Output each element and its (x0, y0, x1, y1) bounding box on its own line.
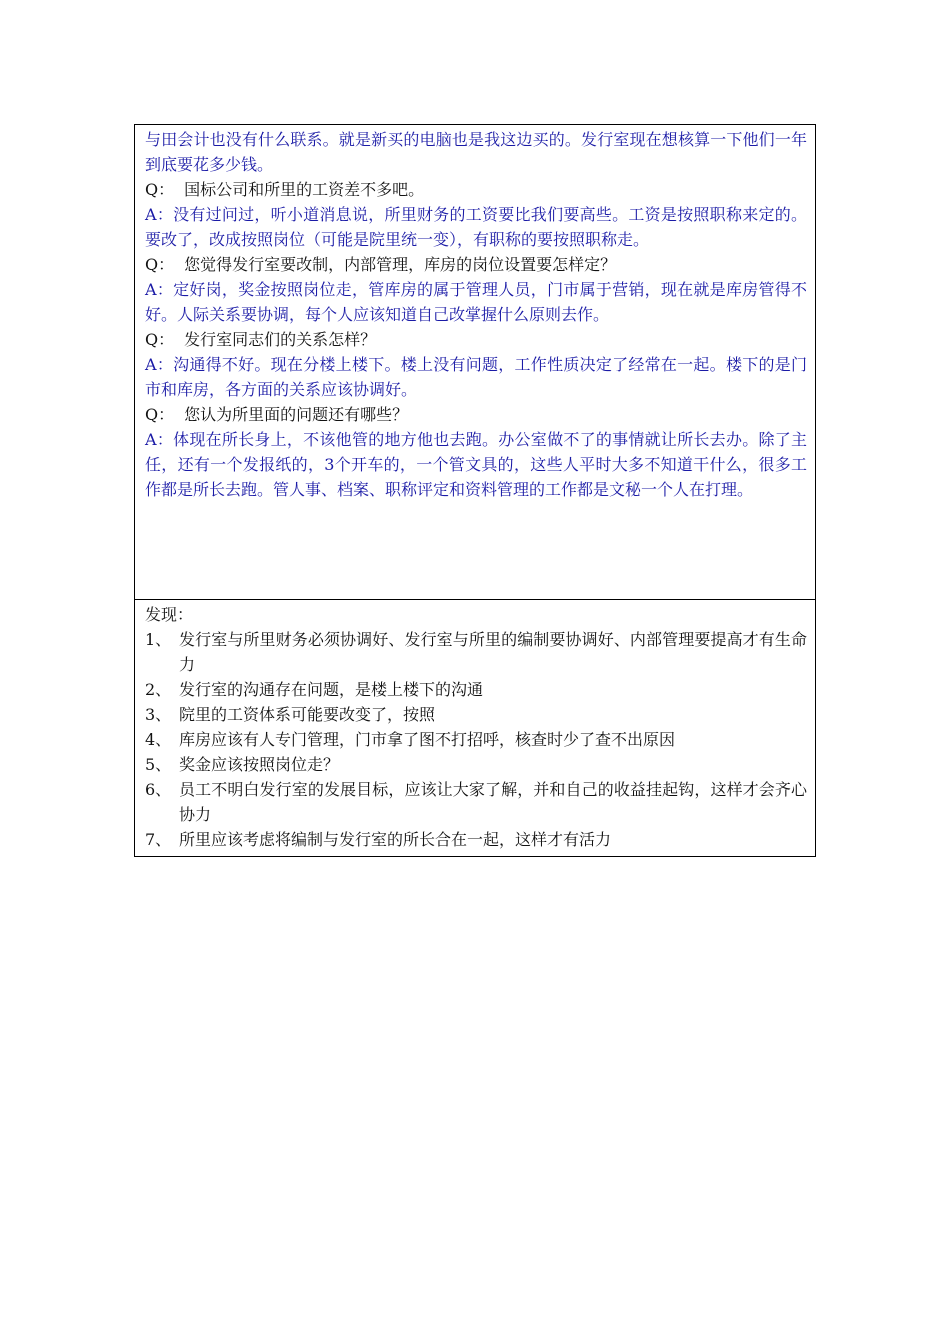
finding-item (145, 677, 807, 702)
finding-item (145, 727, 807, 752)
interview-cell (135, 125, 815, 600)
answer-label: A： (145, 205, 174, 224)
finding-text: 奖金应该按照岗位走？ (179, 755, 340, 774)
question-text: 发行室同志们的关系怎样？ (184, 330, 377, 349)
finding-item (145, 702, 807, 727)
finding-text: 发行室与所里财务必须协调好、发行室与所里的编制要协调好、内部管理要提高才有生命力 (179, 630, 807, 674)
finding-number: 4、 (145, 730, 172, 749)
interview-intro: 与田会计也没有什么联系。就是新买的电脑也是我这边买的。发行室现在想核算一下他们一年到底要花多少钱。 (145, 130, 807, 174)
question-text: 您认为所里面的问题还有哪些？ (184, 405, 409, 424)
question-label: Q： (145, 330, 175, 349)
answer-text: 体现在所长身上，不该他管的地方他也去跑。办公室做不了的事情就让所长去办。除了主任，还有一个发报纸的，3个开车的，一个管文具的，这些人平时大多不知道干什么，很多工作都是所长去跑。管人事、档案、职称评定和资料管理的工作都是文秘一个人在打理。 (145, 430, 807, 499)
finding-number: 2、 (145, 680, 172, 699)
finding-number: 7、 (145, 830, 172, 849)
finding-item (145, 627, 807, 677)
question-3 (145, 327, 807, 352)
question-label: Q： (145, 255, 175, 274)
findings-title: 发现： (145, 605, 194, 624)
question-2 (145, 252, 807, 277)
answer-label: A： (145, 280, 174, 299)
finding-number: 5、 (145, 755, 172, 774)
document-table (134, 124, 816, 857)
answer-2 (145, 277, 807, 327)
question-4 (145, 402, 807, 427)
finding-number: 6、 (145, 780, 172, 799)
answer-text: 定好岗，奖金按照岗位走，管库房的属于管理人员，门市属于营销，现在就是库房管得不好。人际关系要协调，每个人应该知道自己改掌握什么原则去作。 (145, 280, 807, 324)
finding-text: 发行室的沟通存在问题，是楼上楼下的沟通 (179, 680, 484, 699)
finding-text: 库房应该有人专门管理，门市拿了图不打招呼，核查时少了查不出原因 (179, 730, 676, 749)
finding-item (145, 827, 807, 852)
answer-label: A： (145, 355, 174, 374)
answer-3 (145, 352, 807, 402)
answer-label: A： (145, 430, 174, 449)
question-1 (145, 177, 807, 202)
finding-number: 1、 (145, 630, 172, 649)
question-label: Q： (145, 405, 175, 424)
question-text: 国标公司和所里的工资差不多吧。 (184, 180, 425, 199)
finding-text: 所里应该考虑将编制与发行室的所长合在一起，这样才有活力 (179, 830, 612, 849)
finding-text: 员工不明白发行室的发展目标，应该让大家了解，并和自己的收益挂起钩，这样才会齐心协力 (179, 780, 807, 824)
finding-text: 院里的工资体系可能要改变了，按照 (179, 705, 436, 724)
finding-item (145, 777, 807, 827)
answer-text: 没有过问过，听小道消息说，所里财务的工资要比我们要高些。工资是按照职称来定的。要改了，改成按照岗位（可能是院里统一变），有职称的要按照职称走。 (145, 205, 807, 249)
answer-4 (145, 427, 807, 502)
finding-item (145, 752, 807, 777)
answer-1 (145, 202, 807, 252)
findings-cell (135, 600, 815, 856)
answer-text: 沟通得不好。现在分楼上楼下。楼上没有问题，工作性质决定了经常在一起。楼下的是门市和库房，各方面的关系应该协调好。 (145, 355, 807, 399)
question-text: 您觉得发行室要改制，内部管理，库房的岗位设置要怎样定？ (184, 255, 617, 274)
finding-number: 3、 (145, 705, 172, 724)
question-label: Q： (145, 180, 175, 199)
